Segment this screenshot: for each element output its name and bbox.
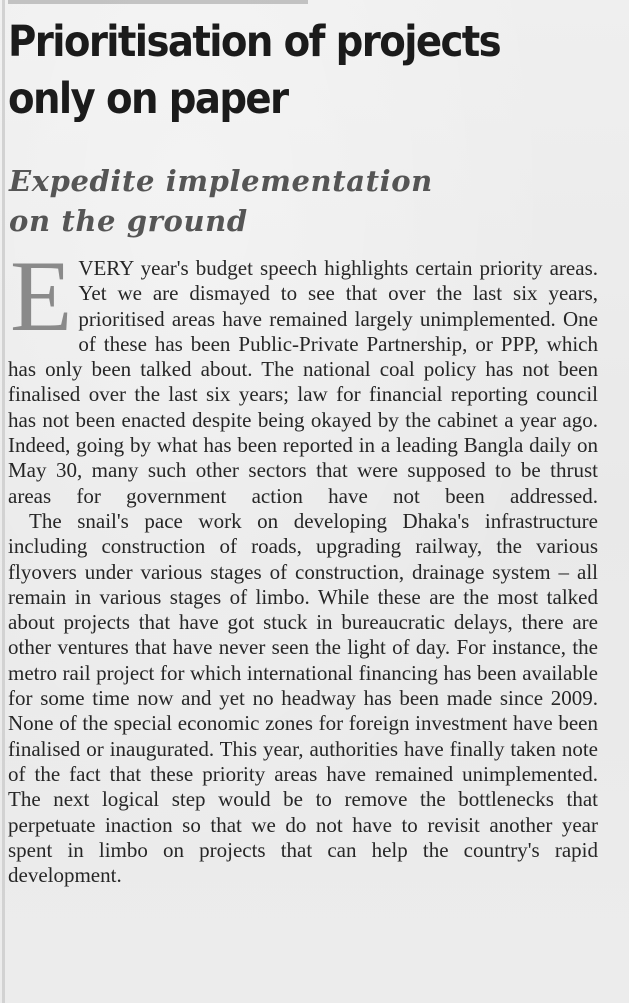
subhead-line-2: on the ground bbox=[9, 204, 248, 238]
paragraph-1 bbox=[8, 240, 598, 509]
headline-line-2: only on paper bbox=[8, 74, 288, 124]
paragraph-2: The snail's pace work on developing Dhaka's infrastructure including construction of roads, upgrading railway, the various flyovers under various stages of construction, drainage system – all remain in various stages of limbo. While these are the most talked about projects that have got stuck in bureaucratic delays, there are other ventures that have never seen the light of day. For instance, the metro rail project for which international financing has been available for some time now and yet no headway has been made since 2009. None of the special economic zones for foreign investment have been finalised or inaugurated. This year, authorities have finally taken note of the fact that these priority areas have remained unimplemented. The next logical step would be to remove the bottlenecks that perpetuate inaction so that we do not have to revisit another year spent in limbo on projects that can help the country's rapid development. bbox=[8, 508, 598, 888]
paragraph-1-text: year's budget speech highlights certain priority areas. Yet we are dismayed to see that over the last six years, prioritised areas have remained largely unimplemented. One of these has been Public-Private Partnership, or PPP, which has only been talked about. The national coal policy has not been finalised over the last six years; law for financial reporting council has not been enacted despite being okayed by the cabinet a year ago. Indeed, going by what has been reported in a leading Bangla daily on May 30, many such other sectors that were supposed to be thrust areas for government action have not been addressed. bbox=[8, 256, 598, 508]
headline bbox=[8, 14, 562, 128]
drop-cap: E bbox=[10, 240, 73, 353]
lead-word: VERY bbox=[78, 256, 134, 280]
page-edge bbox=[2, 0, 5, 1003]
subhead-line-1: Expedite implementation bbox=[9, 164, 433, 198]
cropped-header-strip bbox=[8, 0, 308, 4]
article-body bbox=[8, 240, 598, 888]
subheadline bbox=[9, 161, 621, 241]
headline-line-1: Prioritisation of projects bbox=[8, 17, 501, 67]
